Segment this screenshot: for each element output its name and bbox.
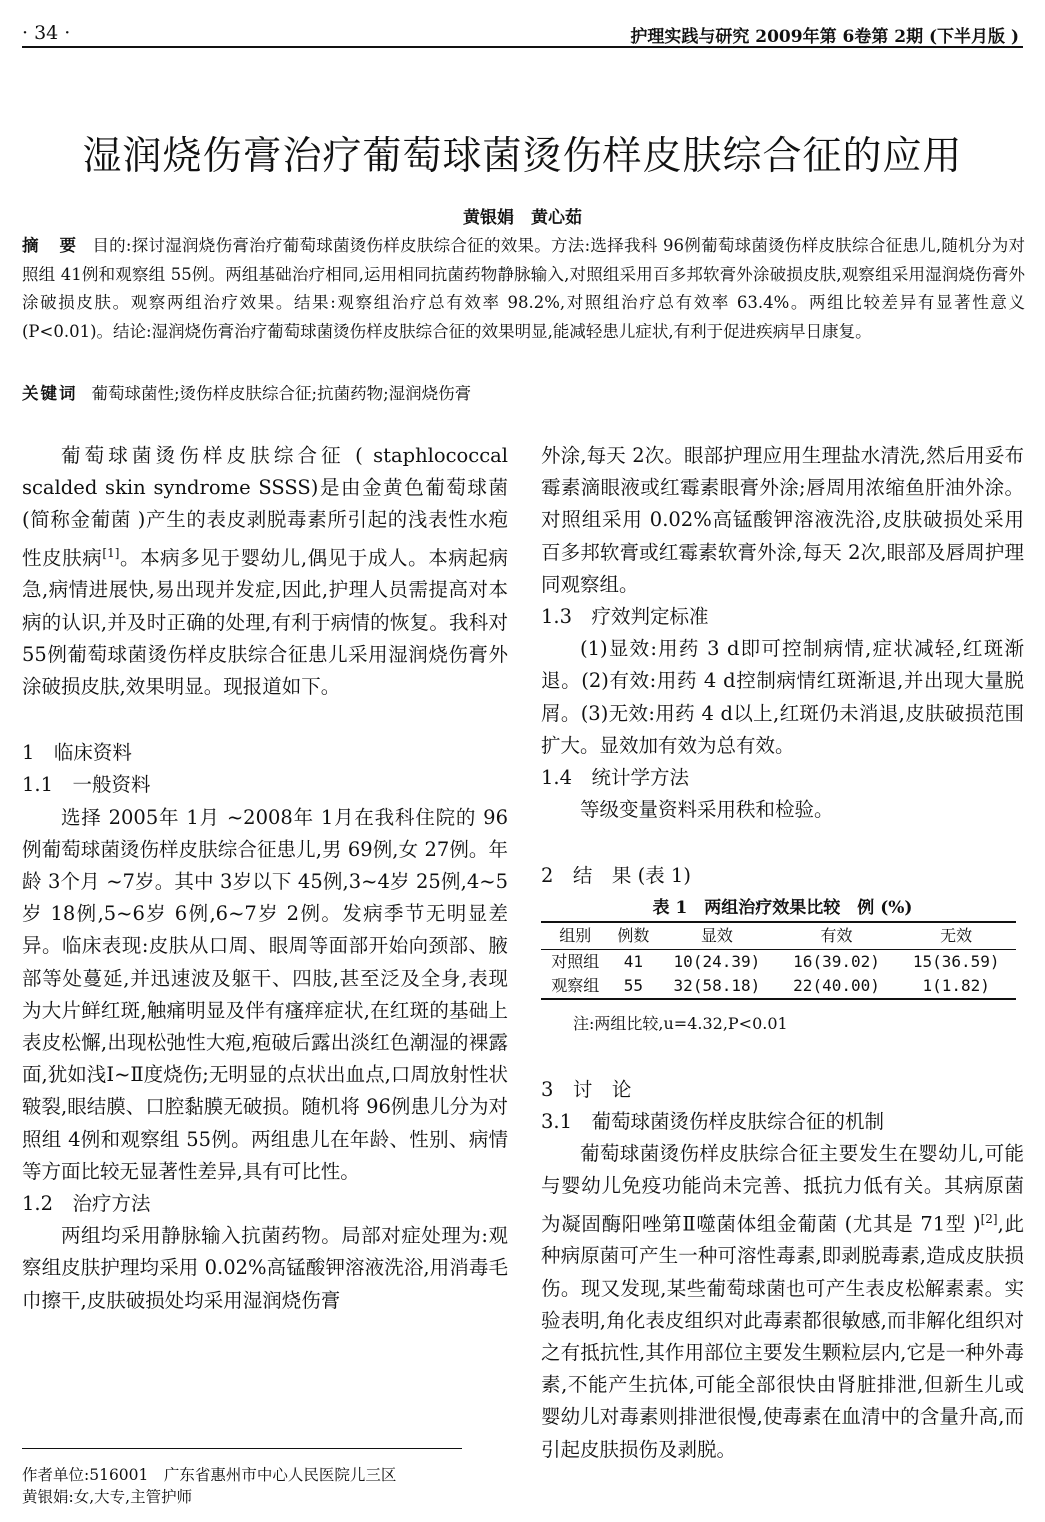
section-1-4-text: 等级变量资料采用秩和检验。 xyxy=(580,798,834,822)
citation-2: [2] xyxy=(980,1211,998,1226)
article-title: 湿润烧伤膏治疗葡萄球菌烫伤样皮肤综合征的应用 xyxy=(82,134,963,179)
right-column xyxy=(541,440,1024,1466)
table-header: 显效 xyxy=(657,922,777,950)
table-caption: 表 1 两组治疗效果比较 例 (%) xyxy=(652,897,913,918)
table-note: 注:两组比较,u=4.32,P<0.01 xyxy=(573,1013,788,1033)
abstract-text: 目的:探讨湿润烧伤膏治疗葡萄球菌烫伤样皮肤综合征的效果。方法:选择我科 96例葡萄球菌烫伤样皮肤综合征患儿,随机分为对照组 41例和观察组 55例。两组基础治疗相同,运用相同抗菌药物静脉输入,对照组采用百多邦软膏外涂破损皮肤,观察组采用湿润烧伤膏外涂破损皮肤。观察两组治疗效果。结果:观察组治疗总有效率 98.2%,对照组治疗总有效率 63.4%。两组比较差异有显著性意义 (P<0.01)。结论:湿润烧伤膏治疗葡萄球菌烫伤样皮肤综合征的效果明显,能减轻患儿症状,有利于促进疾病早日康复。 xyxy=(22,236,1026,341)
abstract xyxy=(22,232,1025,346)
abstract-label: 摘 要 xyxy=(22,236,79,255)
section-1-heading: 1 临床资料 xyxy=(22,741,132,765)
section-1-2-text: 两组均采用静脉输入抗菌药物。局部对症处理为:观察组皮肤护理均采用 0.02%高锰酸钾溶液洗浴,用消毒毛巾擦干,皮肤破损处均采用湿润烧伤膏 xyxy=(22,1224,508,1312)
author-info: 黄银娟:女,大专,主管护师 xyxy=(22,1488,193,1506)
table-header: 组别 xyxy=(541,922,610,950)
section-2-heading: 2 结 果 (表 1) xyxy=(541,864,691,888)
keywords-label: 关键词 xyxy=(22,384,78,403)
section-1-3-text: (1)显效:用药 3 d即可控制病情,症状减轻,红斑渐退。(2)有效:用药 4 d控制病情红斑渐退,并出现大量脱屑。(3)无效:用药 4 d以上,红斑仍未消退,皮肤破损范围扩大。显效加有效为总有效。 xyxy=(541,637,1025,757)
table-header: 例数 xyxy=(610,922,658,950)
section-3-1-text: 葡萄球菌烫伤样皮肤综合征主要发生在婴幼儿,可能与婴幼儿免疫功能尚未完善、抵抗力低有关。其病原菌为凝固酶阳唑第Ⅱ噬菌体组金葡菌 (尤其是 71型 )[2],此种病原菌可产生一种可溶性毒素,即剥脱毒素,造成皮肤损伤。现又发现,某些葡萄球菌也可产生表皮松解素素。实验表明,角化表皮组织对此毒素都很敏感,而非解化组织对之有抵抗性,其作用部位主要发生颗粒层内,它是一种外毒素,不能产生抗体,可能全部很快由肾脏排泄,但新生儿或婴幼儿对毒素则排泄很慢,使毒素在血清中的含量升高,而引起皮肤损伤及剥脱。 xyxy=(541,1142,1024,1461)
section-1-1-heading: 1.1 一般资料 xyxy=(22,773,151,797)
table-row: 对照组 41 10(24.39) 16(39.02) 15(36.59) xyxy=(551,951,1000,971)
table-row: 观察组 55 32(58.18) 22(40.00) 1(1.82) xyxy=(541,974,1016,999)
keywords-text: 葡萄球菌性;烫伤样皮肤综合征;抗菌药物;湿润烧伤膏 xyxy=(91,384,472,403)
results-table xyxy=(541,921,1016,1000)
authors: 黄银娟 黄心茹 xyxy=(463,208,582,228)
section-1-2-heading: 1.2 治疗方法 xyxy=(22,1191,151,1215)
footnote-rule xyxy=(22,1448,462,1449)
section-1-2-continued: 外涂,每天 2次。眼部护理应用生理盐水清洗,然后用妥布霉素滴眼液或红霉素眼膏外涂;唇周用浓缩鱼肝油外涂。对照组采用 0.02%高锰酸钾溶液洗浴,皮肤破损处采用百多邦软膏或红霉素软膏外涂,每天 2次,眼部及唇周护理同观察组。 xyxy=(541,444,1024,596)
page-number: · 34 · xyxy=(22,22,71,44)
header-rule xyxy=(22,46,1023,48)
table-header: 无效 xyxy=(896,922,1016,950)
section-3-heading: 3 讨 论 xyxy=(541,1077,632,1101)
section-1-4-heading: 1.4 统计学方法 xyxy=(541,766,690,790)
section-3-1-heading: 3.1 葡萄球菌烫伤样皮肤综合征的机制 xyxy=(541,1110,885,1134)
left-column xyxy=(22,440,508,1317)
footnote xyxy=(22,1464,396,1508)
table-header: 有效 xyxy=(777,922,897,950)
journal-header: 护理实践与研究 2009年第 6卷第 2期 (下半月版 ) xyxy=(630,27,1019,47)
intro-paragraph: 葡萄球菌烫伤样皮肤综合征 ( staphlococcal scalded skin syndrome SSSS)是由金黄色葡萄球菌 (简称金葡菌 )产生的表皮剥脱毒素所引起的浅表性水疱性皮肤病[1]。本病多见于婴幼儿,偶见于成人。本病起病急,病情进展快,易出现并发症,因此,护理人员需提高对本病的认识,并及时正确的处理,有利于病情的恢复。我科对 55例葡萄球菌烫伤样皮肤综合征患儿采用湿润烧伤膏外涂破损皮肤,效果明显。现报道如下。 xyxy=(22,444,508,698)
keywords xyxy=(22,380,1025,404)
author-affiliation: 作者单位:516001 广东省惠州市中心人民医院儿三区 xyxy=(22,1466,397,1484)
section-1-1-text: 选择 2005年 1月 ~2008年 1月在我科住院的 96例葡萄球菌烫伤样皮肤综合征患儿,男 69例,女 27例。年龄 3个月 ~7岁。其中 3岁以下 45例,3~4岁 25例,4~5岁 18例,5~6岁 6例,6~7岁 2例。发病季节无明显差异。临床表现:皮肤从口周、眼周等面部开始向颈部、腋部等处蔓延,并迅速波及躯干、四肢,甚至泛及全身,表现为大片鲜红斑,触痛明显及伴有瘙痒症状,在红斑的基础上表皮松懈,出现松弛性大疱,疱破后露出淡红色潮湿的裸露面,犹如浅Ⅰ~Ⅱ度烧伤;无明显的点状出血点,口周放射性状皲裂,眼结膜、口腔黏膜无破损。随机将 96例患儿分为对照组 4例和观察组 55例。两组患儿在年龄、性别、病情等方面比较无显著性差异,具有可比性。 xyxy=(22,805,508,1183)
section-1-3-heading: 1.3 疗效判定标准 xyxy=(541,605,709,629)
citation-1: [1] xyxy=(102,545,120,560)
